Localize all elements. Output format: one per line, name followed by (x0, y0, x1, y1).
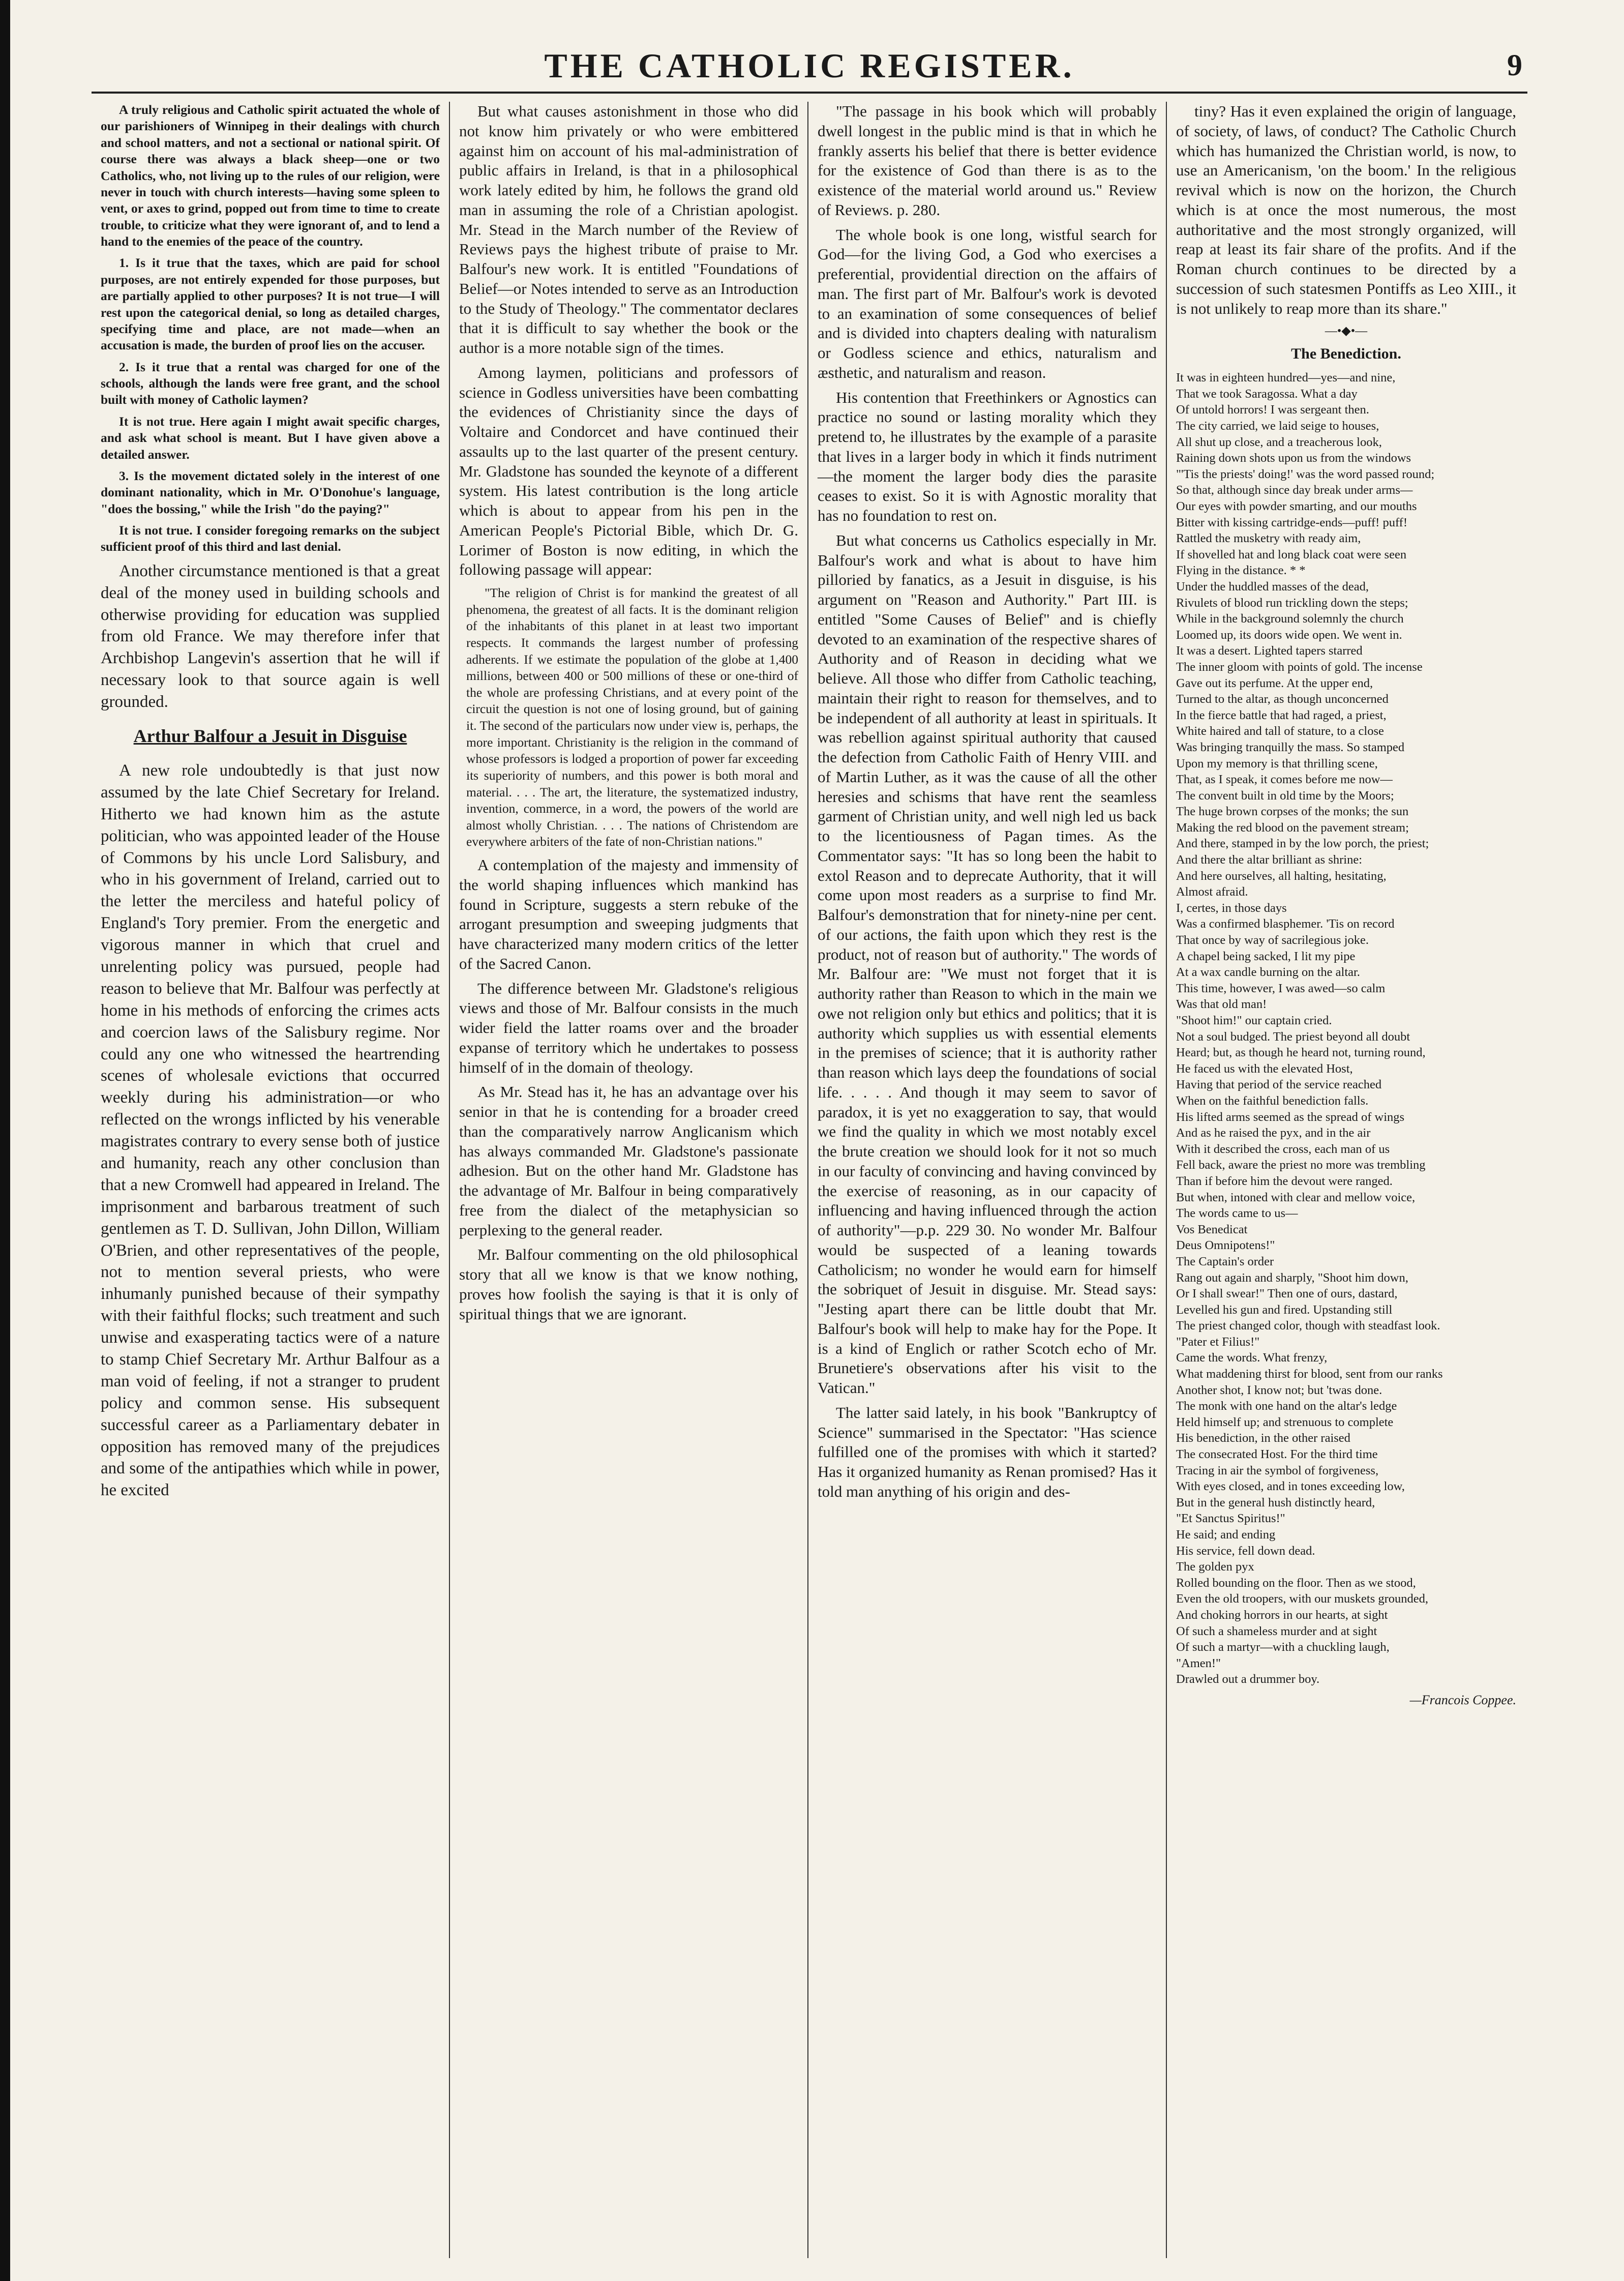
poem-line: His lifted arms seemed as the spread of wings (1176, 1110, 1405, 1124)
poem-line: Deus Omnipotens!" (1176, 1238, 1275, 1253)
poem-line: Held himself up; and strenuous to complete (1176, 1415, 1394, 1429)
section-divider: —•◆•— (1325, 324, 1368, 338)
poem-line: Rang out again and sharply, "Shoot him down, (1176, 1270, 1408, 1285)
poem-line: Upon my memory is that thrilling scene, (1176, 756, 1378, 771)
poem-line: It was a desert. Lighted tapers starred (1176, 644, 1363, 658)
poem-line: Rivulets of blood run trickling down the steps; (1176, 596, 1408, 610)
masthead: THE CATHOLIC REGISTER. (544, 46, 1075, 85)
poem-line: It was in eighteen hundred—yes—and nine, (1176, 371, 1396, 385)
paragraph: tiny? Has it even explained the origin of language, of society, of laws, of conduct? The Catholic Church which has humanized the Christian world, is now, to use an Americanism, 'on the boom.' In the religious revival which is now on the horizon, the Church which is at once the most numerous, the most authoritative and the most strongly organized, will reap at least its fair share of the profits. And if the Roman church continues to be directed by a succession of such statesmen Pontiffs as Leo XIII., it is not unlikely to reap more than its share." (1176, 102, 1516, 317)
poem-line: The huge brown corpses of the monks; the sun (1176, 805, 1409, 819)
poem-line: Than if before him the devout were ranged. (1176, 1174, 1393, 1188)
paragraph: The difference between Mr. Gladstone's religious views and those of Mr. Balfour consists in the much wider field the latter roams over and the broader expanse of territory which he undertakes to possess himself of in the domain of theology. (459, 979, 798, 1076)
column-4 (1167, 102, 1525, 2258)
poem-line: Was a confirmed blasphemer. 'Tis on record (1176, 917, 1395, 931)
poem-line: Under the huddled masses of the dead, (1176, 579, 1369, 594)
poem-line: Or I shall swear!" Then one of ours, dastard, (1176, 1287, 1398, 1301)
poem-line: Raining down shots upon us from the windows (1176, 451, 1411, 465)
poem-line: White haired and tall of stature, to a close (1176, 724, 1384, 738)
poem-line: The Captain's order (1176, 1254, 1274, 1268)
poem-line: The words came to us— (1176, 1206, 1298, 1221)
paragraph: It is not true. Here again I might await specific charges, and ask what school is meant. But I have given above a detailed answer. (101, 413, 440, 462)
poem-line: Of untold horrors! I was sergeant then. (1176, 403, 1369, 417)
poem-line: With eyes closed, and in tones exceeding low, (1176, 1479, 1405, 1494)
poem-line: Of such a shameless murder and at sight (1176, 1624, 1377, 1638)
poem-line: But in the general hush distinctly heard, (1176, 1495, 1375, 1509)
article-columns (92, 102, 1525, 2258)
poem-line: Gave out its perfume. At the upper end, (1176, 676, 1373, 690)
poem-line: I, certes, in those days (1176, 901, 1287, 915)
poem-line: Heard; but, as though he heard not, turning round, (1176, 1046, 1426, 1060)
poem-line: That once by way of sacrilegious joke. (1176, 933, 1369, 947)
poem-line: The inner gloom with points of gold. The incense (1176, 660, 1423, 674)
poem-line: But when, intoned with clear and mellow voice, (1176, 1190, 1416, 1204)
poem-line: And choking horrors in our hearts, at sight (1176, 1608, 1388, 1622)
poem-line: He faced us with the elevated Host, (1176, 1061, 1353, 1076)
poem-line: Our eyes with powder smarting, and our mouths (1176, 499, 1417, 513)
paragraph: But what concerns us Catholics especially in Mr. Balfour's work and what is about to have him pilloried by fanatics, as a Jesuit in disguise, is his argument on "Reason and Authority." Part III. is entitled "Some Causes of Belief" and is chiefly devoted to an examination of the respective shares of Authority and of Reason in deciding what we believe. All those who differ from Catholic teaching, maintain their right to reason for themselves, and to be independent of all authority at least in spirituals. It was rebellion against spiritual authority that caused the defection from Catholic Faith of Henry VIII. and of Martin Luther, as it was the cause of all the other heresies and schisms that have rent the seamless garment of Christian unity, and well nigh led us back to the licentiousness of Pagan times. As the Commentator says: "It has so long been the habit to extol Reason and to deprecate Authority, that it will come upon most readers as a surprise to find Mr. Balfour's demonstration that for ninety-nine per cent. of our actions, the faith upon which they rest is the product, not of reason but of authority." The words of Mr. Balfour are: "We must not forget that it is authority rather than Reason to which in the main we owe not religion only but ethics and politics; that it is authority which supplies us with essential elements in the premises of science; that it is authority rather than reason which lays deep the foundations of social life. . . . . And though it may seem to savor of paradox, it is yet no exaggeration to say, that would we find the quality in which we most notably excel the brute creation we should look for it not so much in our faculty of convincing and having convinced by the exercise of reasoning, as in our capacity of influencing and having influenced through the action of authority"—p.p. 229 30. No wonder Mr. Balfour would be suspected of a leaning towards Catholicism; no wonder he would earn for himself the sobriquet of Jesuit in disguise. Mr. Stead says: "Jesting apart there can be little doubt that Mr. Balfour's book will help to make hay for the Pope. It is a kind of Englich or rather Scotch echo of Mr. Brunetiere's observations after his visit to the Vatican." (818, 531, 1157, 1397)
poem-line: Fell back, aware the priest no more was trembling (1176, 1158, 1426, 1172)
poem-line: Of such a martyr—with a chuckling laugh, (1176, 1640, 1390, 1654)
poem-line: The consecrated Host. For the third time (1176, 1447, 1378, 1462)
poem-line: The convent built in old time by the Moors; (1176, 788, 1394, 803)
article-headline: Arthur Balfour a Jesuit in Disguise (133, 725, 407, 746)
poem-line: Vos Benedicat (1176, 1222, 1248, 1236)
poem-line: Loomed up, its doors wide open. We went in. (1176, 628, 1402, 642)
poem-line: If shovelled hat and long black coat were seen (1176, 547, 1407, 561)
poem-line: "Pater et Filius!" (1176, 1335, 1260, 1349)
paragraph: But what causes astonishment in those who did not know him privately or who were embittered against him on account of his mal-administration of public affairs in Ireland, is that in a philosophical work lately edited by him, he follows the grand old man in assuming the role of a Christian apologist. Mr. Stead in the March number of the Review of Reviews pays the highest tribute of praise to Mr. Balfour's new work. It is entitled "Foundations of Belief—or Notes intended to serve as an Introduction to the Study of Theology." The commentator declares that it is difficult to say whether the book or the author is a more notable sign of the times. (459, 102, 798, 357)
paragraph: It is not true. I consider foregoing remarks on the subject sufficient proof of this third and last denial. (101, 523, 440, 554)
poem-line: And as he raised the pyx, and in the air (1176, 1126, 1371, 1140)
poem-line: This time, however, I was awed—so calm (1176, 981, 1386, 995)
paragraph: As Mr. Stead has it, he has an advantage over his senior in that he is contending for a broader creed than the comparatively narrow Anglicanism which has always commanded Mr. Gladstone's passionate adhesion. But on the other hand Mr. Gladstone has the advantage of Mr. Balfour in being comparatively free from the dialect of the metaphysician so perplexing to the general reader. (459, 1083, 798, 1239)
poem-line: While in the background solemnly the church (1176, 612, 1404, 626)
poem-line: And here ourselves, all halting, hesitating, (1176, 869, 1387, 883)
poem-line: A chapel being sacked, I lit my pipe (1176, 949, 1356, 963)
paragraph: 3. Is the movement dictated solely in the interest of one dominant nationality, which in Mr. O'Donohue's language, "does the bossing," while the Irish "do the paying?" (101, 468, 440, 516)
poem-line: Having that period of the service reached (1176, 1078, 1382, 1092)
poem-line: With it described the cross, each man of us (1176, 1142, 1390, 1156)
poem-line: The city carried, we laid seige to houses, (1176, 419, 1379, 433)
poem-line: That, as I speak, it comes before me now— (1176, 773, 1393, 787)
paragraph: The whole book is one long, wistful search for God—for the living God, a God who exercises a preferential, providential direction on the affairs of man. The first part of Mr. Balfour's work is devoted to an examination of some consequences of belief and is divided into chapters dealing with naturalism or Godless science and ethics, naturalism and æsthetic, and naturalism and reason. (818, 225, 1157, 381)
poem-line: Not a soul budged. The priest beyond all doubt (1176, 1029, 1410, 1044)
poem-line: "Et Sanctus Spiritus!" (1176, 1512, 1285, 1526)
poem-line: "'Tis the priests' doing!' was the word passed round; (1176, 467, 1435, 481)
page-binding-edge (0, 0, 10, 2281)
paragraph: A contemplation of the majesty and immensity of the world shaping influences which mankind has found in Scripture, suggests a stern rebuke of the arrogant presumption and sweeping judgments that have characterized many modern critics of the letter of the Sacred Canon. (459, 856, 798, 972)
poem-line: Turned to the altar, as though unconcerned (1176, 692, 1389, 706)
poem-line: The priest changed color, though with steadfast look. (1176, 1319, 1440, 1333)
paragraph: His contention that Freethinkers or Agnostics can practice no sound or lasting morality which they pretend to, he illustrates by the example of a parasite that lives in a larger body in which it finds nutriment—the moment the larger body dies the parasite ceases to exist. So it is with Agnostic morality that has no foundation to rest on. (818, 388, 1157, 524)
poem-line: The monk with one hand on the altar's ledge (1176, 1399, 1397, 1413)
poem-line: All shut up close, and a treacherous look, (1176, 435, 1382, 449)
poem-line: When on the faithful benediction falls. (1176, 1093, 1369, 1108)
poem-line: His service, fell down dead. (1176, 1544, 1315, 1558)
paragraph: 1. Is it true that the taxes, which are paid for school purposes, are not entirely expended for those purposes, but are partially applied to other purposes? It is not true—I will rest upon the categorical denial, so long as detailed charges, specifying time and place, are not made—when an accusation is made, the burden of proof lies on the accuser. (101, 255, 440, 353)
poem-line: And there the altar brilliant as shrine: (1176, 853, 1363, 867)
poem-line: At a wax candle burning on the altar. (1176, 965, 1360, 980)
column-1 (92, 102, 450, 2258)
poem-body (1176, 370, 1516, 1687)
paragraph: "The passage in his book which will probably dwell longest in the public mind is that in which he frankly asserts his belief that there is better evidence for the existence of God than there is as to the existence of the material world around us." Review of Reviews. p. 280. (818, 102, 1157, 219)
quotation: "The religion of Christ is for mankind the greatest of all phenomena, the greatest of all facts. It is the dominant religion of the inhabitants of this planet in at least two important respects. It commands the largest number of professing adherents. If we estimate the population of the globe at 1,400 millions, between 400 or 500 millions of these or one-third of the whole are professing Christians, and at every point of the circuit the question is not one of losing ground, but of gaining it. The second of the particulars now under view is, perhaps, the more important. Christianity is the religion in the command of whose professors is lodged a proportion of power far exceeding its superiority of numbers, and this power is both moral and material. . . . The art, the literature, the systematized industry, invention, commerce, in a word, the powers of the world are almost wholly Christian. . . . The nations of Christendom are everywhere arbiters of the fate of non-Christian nations." (466, 585, 798, 849)
paragraph: A truly religious and Catholic spirit actuated the whole of our parishioners of Winnipeg in their dealings with church and school matters, and not a sectional or national spirit. Of course there was always a black sheep—one or two Catholics, who, not living up to the rules of our religion, were never in touch with church interests—having some spleen to vent, or axes to grind, popped out from time to time to create trouble, to criticize what they were ignorant of, and to lend a hand to the enemies of the peace of the country. (101, 102, 440, 249)
poem-line: Tracing in air the symbol of forgiveness, (1176, 1463, 1379, 1477)
paragraph: The latter said lately, in his book "Bankruptcy of Science" summarised in the Spectator: "Has science fulfilled one of the promises with which it started? Has it organized humanity as Renan promised? Has it told man anything of his origin and des- (818, 1403, 1157, 1500)
paragraph: Another circumstance mentioned is that a great deal of the money used in building schools and otherwise providing for education was supplied from old France. We may therefore infer that Archbishop Langevin's assertion that he will if necessary look to that source again is well grounded. (101, 561, 440, 712)
page-header (92, 41, 1527, 94)
column-3 (808, 102, 1167, 2258)
poem-line: And there, stamped in by the low porch, the priest; (1176, 837, 1429, 851)
column-2 (450, 102, 808, 2258)
poem-line: Came the words. What frenzy, (1176, 1351, 1328, 1365)
poem-line: His benediction, in the other raised (1176, 1431, 1350, 1445)
poem-line: The golden pyx (1176, 1560, 1254, 1574)
poem-line: Another shot, I know not; but 'twas done. (1176, 1383, 1382, 1397)
poem-line: He said; and ending (1176, 1528, 1276, 1542)
poem-line: That we took Saragossa. What a day (1176, 387, 1358, 401)
poem-title: The Benediction. (1291, 345, 1401, 363)
paragraph: A new role undoubtedly is that just now assumed by the late Chief Secretary for Ireland. Hitherto we had known him as the astute politician, who was appointed leader of the House of Commons by his uncle Lord Salisbury, and who in his government of Ireland, carried out to the letter the merciless and hateful policy of England's Tory premier. From the energetic and vigorous manner in which that cruel and unrelenting policy was pursued, people had reason to believe that Mr. Balfour was perfectly at home in his methods of enforcing the crimes acts and coercion laws of the Salisbury regime. Nor could any one who witnessed the heartrending scenes of wholesale evictions that occurred weekly during his administration—or who reflected on the wrongs inflicted by his venerable magistrates contrary to every sense both of justice and humanity, reach any other conclusion than that a new Cromwell had appeared in Ireland. The imprisonment and barbarous treatment of such gentlemen as T. D. Sullivan, John Dillon, William O'Brien, and other representatives of the people, not to mention several priests, who were inhumanly punished because of their sympathy with their faithful flocks; such treatment and such unwise and exasperating tactics were of a nature to stamp Chief Secretary Mr. Arthur Balfour as a man void of feeling, if not a stranger to prudent policy and common sense. His subsequent successful career as a Parliamentary debater in opposition has removed many of the prejudices and some of the antipathies which while in power, he excited (101, 761, 440, 1500)
poem-line: Even the old troopers, with our muskets grounded, (1176, 1592, 1429, 1606)
poem-line: Flying in the distance. * * (1176, 564, 1306, 578)
poem-line: Rolled bounding on the floor. Then as we stood, (1176, 1576, 1416, 1590)
page-number: 9 (1507, 48, 1522, 82)
poem-line: Drawled out a drummer boy. (1176, 1672, 1320, 1686)
poem-line: In the fierce battle that had raged, a priest, (1176, 708, 1387, 722)
poem-line: Levelled his gun and fired. Upstanding still (1176, 1302, 1393, 1317)
poem-line: "Shoot him!" our captain cried. (1176, 1014, 1332, 1027)
poem-line: Making the red blood on the pavement stream; (1176, 820, 1409, 835)
poem-line: Was that old man! (1176, 997, 1267, 1012)
poem-line: Almost afraid. (1176, 885, 1248, 899)
paragraph: Mr. Balfour commenting on the old philosophical story that all we know is that we know nothing, proves how foolish the saying is that it is only of spiritual things that we are ignorant. (459, 1246, 798, 1323)
poem-line: Was bringing tranquilly the mass. So stamped (1176, 740, 1405, 754)
poem-line: Rattled the musketry with ready aim, (1176, 531, 1361, 546)
poem-line: So that, although since day break under arms— (1176, 483, 1413, 497)
paragraph: 2. Is it true that a rental was charged for one of the schools, although the lands were free grant, and the school built with money of Catholic laymen? (101, 359, 440, 407)
paragraph: Among laymen, politicians and professors of science in Godless universities have been combatting the evidences of Christianity since the days of Voltaire and Condorcet and have continued their assaults up to the last quarter of the present century. Mr. Gladstone has sounded the keynote of a different system. His latest contribution is the long article which is about to appear from his pen in the American People's Pictorial Bible, which Dr. G. Lorimer of Boston is now editing, in which the following passage will appear: (459, 363, 798, 579)
poem-line: Bitter with kissing cartridge-ends—puff! puff! (1176, 515, 1407, 529)
poem-line: What maddening thirst for blood, sent from our ranks (1176, 1367, 1443, 1381)
poem-line: "Amen!" (1176, 1656, 1221, 1670)
poem-author: —Francois Coppee. (1409, 1692, 1516, 1707)
